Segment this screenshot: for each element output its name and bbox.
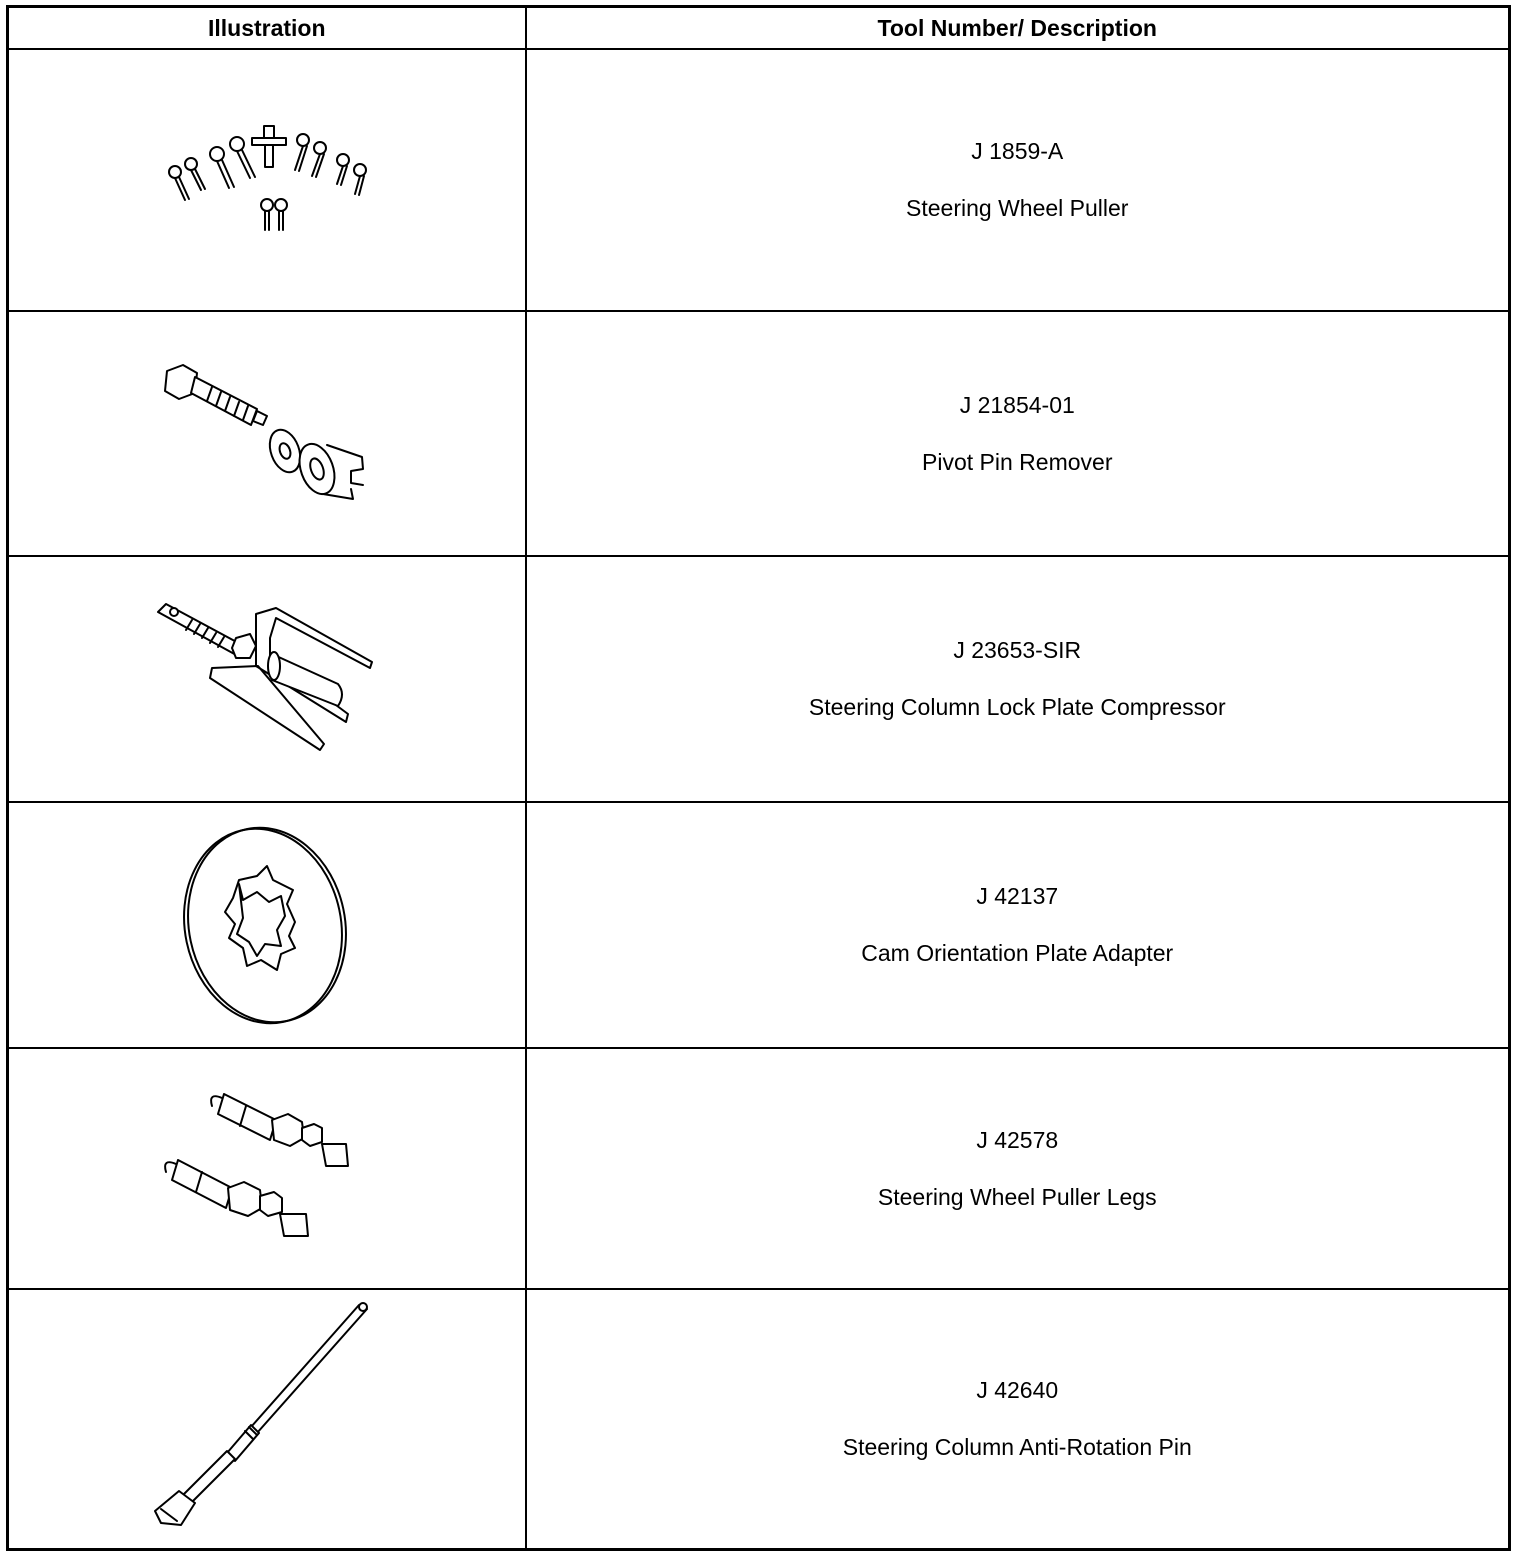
tool-description: Steering Column Lock Plate Compressor	[808, 694, 1226, 720]
description-cell	[526, 802, 1510, 1048]
anti-rotation-pin-icon	[147, 1299, 387, 1539]
description-cell	[526, 49, 1510, 311]
tool-table	[6, 5, 1511, 1551]
table-row	[8, 1289, 1510, 1549]
header-row	[8, 7, 1510, 50]
table-row	[8, 311, 1510, 556]
header-tool-description: Tool Number/ Description	[526, 7, 1510, 50]
puller-legs-icon	[162, 1084, 372, 1254]
tool-number: J 1859-A	[971, 138, 1064, 164]
illustration-cell	[8, 556, 526, 802]
table-row	[8, 49, 1510, 311]
table-row	[8, 1048, 1510, 1289]
illustration-cell	[8, 802, 526, 1048]
tool-number: J 42578	[976, 1126, 1059, 1153]
tool-description: Steering Wheel Puller	[906, 195, 1129, 221]
tool-number: J 42137	[976, 883, 1059, 909]
tool-description: Cam Orientation Plate Adapter	[861, 940, 1174, 966]
description-cell	[526, 311, 1510, 556]
tool-number: J 23653-SIR	[953, 637, 1082, 663]
illustration-cell	[8, 311, 526, 556]
tool-description: Steering Wheel Puller Legs	[877, 1183, 1157, 1210]
cam-orientation-plate-icon	[177, 820, 357, 1030]
header-illustration: Illustration	[8, 7, 526, 50]
description-cell	[526, 1048, 1510, 1289]
illustration-cell	[8, 49, 526, 311]
tool-description: Pivot Pin Remover	[922, 448, 1113, 475]
description-cell	[526, 1289, 1510, 1549]
pivot-pin-remover-icon	[157, 359, 377, 509]
table-row	[8, 556, 1510, 802]
tool-number: J 42640	[976, 1376, 1059, 1403]
lock-plate-compressor-icon	[152, 594, 382, 764]
tool-description: Steering Column Anti-Rotation Pin	[842, 1433, 1192, 1460]
illustration-cell	[8, 1289, 526, 1549]
steering-wheel-puller-icon	[157, 120, 377, 240]
description-cell	[526, 556, 1510, 802]
illustration-cell	[8, 1048, 526, 1289]
table-row	[8, 802, 1510, 1048]
tool-number: J 21854-01	[959, 391, 1075, 418]
